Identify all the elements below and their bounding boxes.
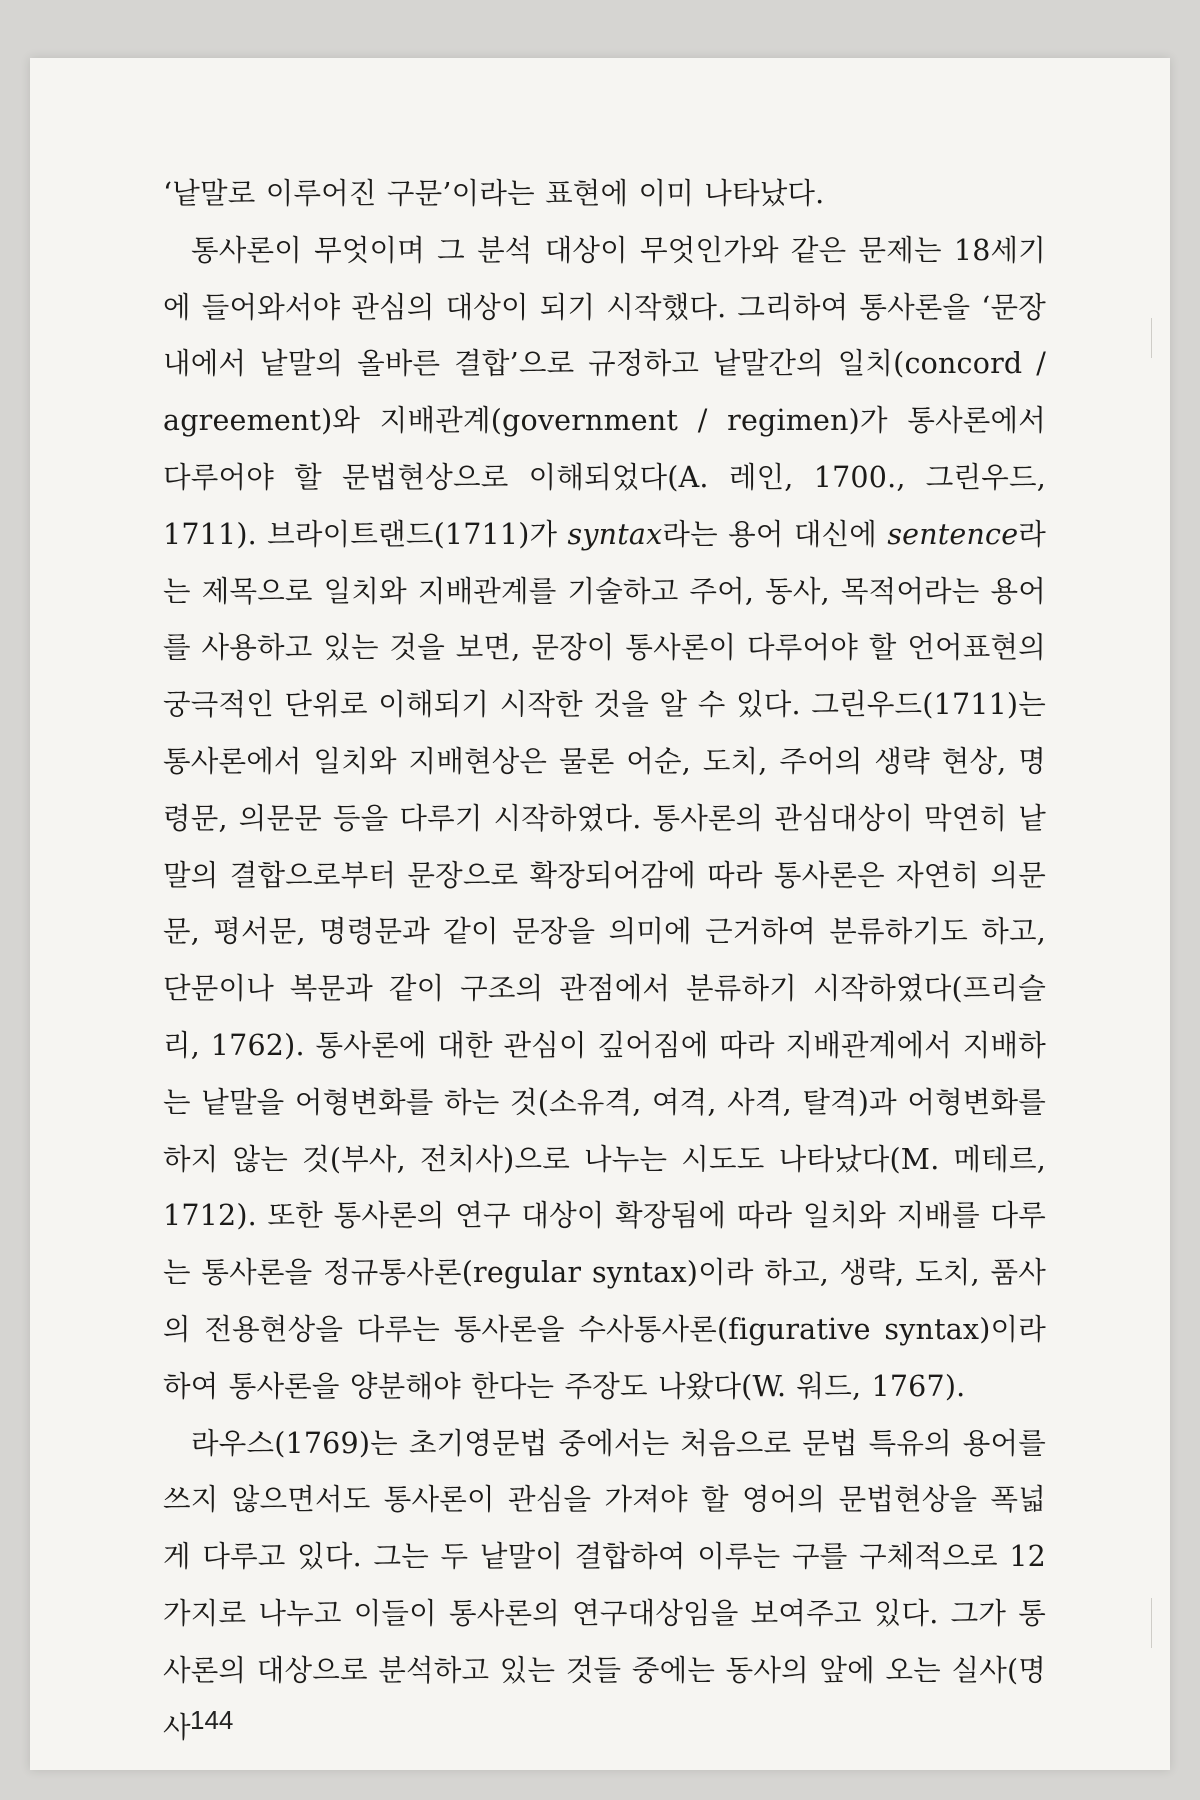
page-number: 144 <box>190 1705 234 1735</box>
text-run: 라는 용어 대신에 <box>662 517 888 551</box>
italic-term: syntax <box>567 517 663 551</box>
page-edge-mark <box>1151 1598 1152 1648</box>
paragraph-2 <box>163 223 1046 1416</box>
text-run: 통사론이 무엇이며 그 분석 대상이 무엇인가와 같은 문제는 18세기에 들어와서야 관심의 대상이 되기 시작했다. 그리하여 통사론을 ‘문장 내에서 낱말의 올바른 결합’으로 규정하고 낱말간의 일치(concord / agreement)와 지배관계(government / regimen)가 통사론에서 다루어야 할 문법현상으로 이해되었다(A. 레인, 1700., 그린우드, 1711). 브라이트랜드(1711)가 <box>163 233 1046 551</box>
body-text <box>163 166 1046 1756</box>
italic-term: sentence <box>887 517 1019 551</box>
page-edge-mark <box>1151 318 1152 358</box>
text-run: 라우스(1769)는 초기영문법 중에서는 처음으로 문법 특유의 용어를 쓰지 않으면서도 통사론이 관심을 가져야 할 영어의 문법현상을 폭넓게 다루고 있다. 그는 두 낱말이 결합하여 이루는 구를 구체적으로 12가지로 나누고 이들이 통사론의 연구대상임을 보여주고 있다. 그가 통사론의 대상으로 분석하고 있는 것들 중에는 동사의 앞에 오는 실사(명사 <box>163 1426 1046 1744</box>
paragraph-1 <box>163 166 1046 223</box>
text-run: 라는 제목으로 일치와 지배관계를 기술하고 주어, 동사, 목적어라는 용어를 사용하고 있는 것을 보면, 문장이 통사론이 다루어야 할 언어표현의 궁극적인 단위로 이해되기 시작한 것을 알 수 있다. 그린우드(1711)는 통사론에서 일치와 지배현상은 물론 어순, 도치, 주어의 생략 현상, 명령문, 의문문 등을 다루기 시작하였다. 통사론의 관심대상이 막연히 낱말의 결합으로부터 문장으로 확장되어감에 따라 통사론은 자연히 의문문, 평서문, 명령문과 같이 문장을 의미에 근거하여 분류하기도 하고, 단문이나 복문과 같이 구조의 관점에서 분류하기 시작하였다(프리슬리, 1762). 통사론에 대한 관심이 깊어짐에 따라 지배관계에서 지배하는 낱말을 어형변화를 하는 것(소유격, 여격, 사격, 탈격)과 어형변화를 하지 않는 것(부사, 전치사)으로 나누는 시도도 나타났다(M. 메테르, 1712). 또한 통사론의 연구 대상이 확장됨에 따라 일치와 지배를 다루는 통사론을 정규통사론(regular syntax)이라 하고, 생략, 도치, 품사의 전용현상을 다루는 통사론을 수사통사론(figurative syntax)이라 하여 통사론을 양분해야 한다는 주장도 나왔다(W. 워드, 1767). <box>163 517 1046 1403</box>
paragraph-3 <box>163 1416 1046 1757</box>
book-page <box>30 58 1170 1770</box>
text-run: ‘낱말로 이루어진 구문’이라는 표현에 이미 나타났다. <box>163 177 825 210</box>
